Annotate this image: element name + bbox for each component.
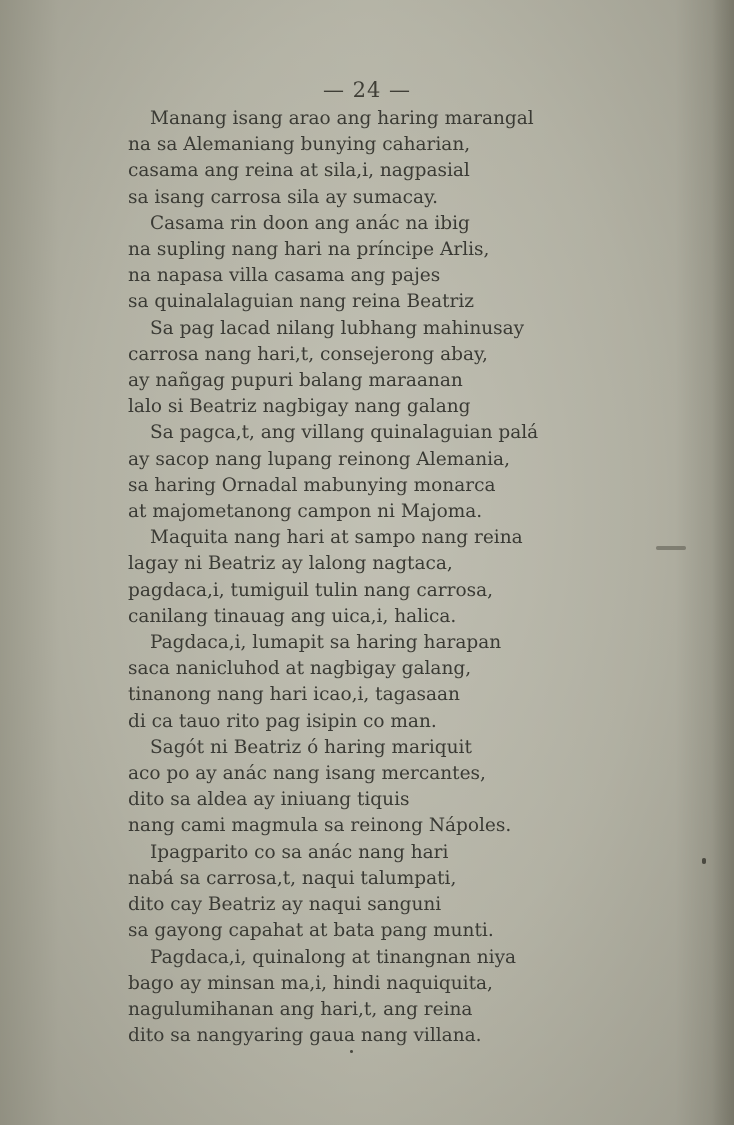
verse-line: nabá sa carrosa,t, naqui talumpati, <box>128 867 457 889</box>
verse-line: Manang isang arao ang haring marangal <box>150 108 534 129</box>
verse-line: saca nanicluhod at nagbigay galang, <box>128 658 472 680</box>
verse-line: carrosa nang hari,t, consejerong abay, <box>128 343 488 365</box>
poem-text <box>128 106 628 1049</box>
verse-line: sa isang carrosa sila ay sumacay. <box>128 186 438 208</box>
verse-line: na napasa villa casama ang pajes <box>128 265 441 287</box>
stanza <box>128 945 628 1050</box>
stanza <box>128 840 628 945</box>
verse-line: canilang tinauag ang uica,i, halica. <box>128 605 457 627</box>
verse-line: bago ay minsan ma,i, hindi naquiquita, <box>128 972 493 994</box>
verse-line: at majometanong campon ni Majoma. <box>128 501 483 523</box>
verse-line: pagdaca,i, tumiguil tulin nang carrosa, <box>128 579 493 601</box>
verse-line: dito cay Beatriz ay naqui sanguni <box>128 894 442 916</box>
ink-speck <box>350 1050 353 1053</box>
verse-line: lagay ni Beatriz ay lalong nagtaca, <box>128 553 453 575</box>
verse-line: Ipagparito co sa anác nang hari <box>150 841 449 863</box>
verse-line: casama ang reina at sila,i, nagpasial <box>128 160 470 182</box>
stanza <box>128 525 628 630</box>
verse-line: Casama rin doon ang anác na ibig <box>150 212 470 234</box>
verse-line: Sagót ni Beatriz ó haring mariquit <box>150 736 472 758</box>
page-number: — 24 — <box>322 78 412 102</box>
verse-line: Sa pag lacad nilang lubhang mahinusay <box>150 317 525 339</box>
stanza <box>128 106 628 211</box>
verse-line: nagulumihanan ang hari,t, ang reina <box>128 998 473 1020</box>
stanza <box>128 316 628 421</box>
verse-line: nang cami magmula sa reinong Nápoles. <box>128 815 512 837</box>
verse-line: dito sa nangyaring gaua nang villana. <box>128 1025 482 1047</box>
stanza <box>128 420 628 525</box>
stanza <box>128 735 628 840</box>
verse-line: na sa Alemaniang bunying caharian, <box>128 134 471 156</box>
verse-line: ay nañgag pupuri balang maraanan <box>128 370 463 392</box>
verse-line: sa haring Ornadal mabunying monarca <box>128 474 496 496</box>
ink-speck <box>702 858 706 864</box>
stanza <box>128 211 628 316</box>
verse-line: na supling nang hari na príncipe Arlis, <box>128 239 490 261</box>
verse-line: Pagdaca,i, lumapit sa haring harapan <box>150 632 502 654</box>
verse-line: tinanong nang hari icao,i, tagasaan <box>128 684 460 706</box>
verse-line: lalo si Beatriz nagbigay nang galang <box>128 396 471 418</box>
ink-smudge <box>656 546 686 550</box>
stanza <box>128 630 628 735</box>
verse-line: Pagdaca,i, quinalong at tinangnan niya <box>150 946 517 968</box>
verse-line: sa gayong capahat at bata pang munti. <box>128 920 494 942</box>
verse-line: dito sa aldea ay iniuang tiquis <box>128 789 410 811</box>
verse-line: Maquita nang hari at sampo nang reina <box>150 527 523 549</box>
verse-line: aco po ay anác nang isang mercantes, <box>128 763 486 785</box>
verse-line: di ca tauo rito pag isipin co man. <box>128 710 437 732</box>
verse-line: ay sacop nang lupang reinong Alemania, <box>128 448 510 470</box>
verse-line: sa quinalalaguian nang reina Beatriz <box>128 291 475 313</box>
verse-line: Sa pagca,t, ang villang quinalaguian palá <box>150 422 539 444</box>
